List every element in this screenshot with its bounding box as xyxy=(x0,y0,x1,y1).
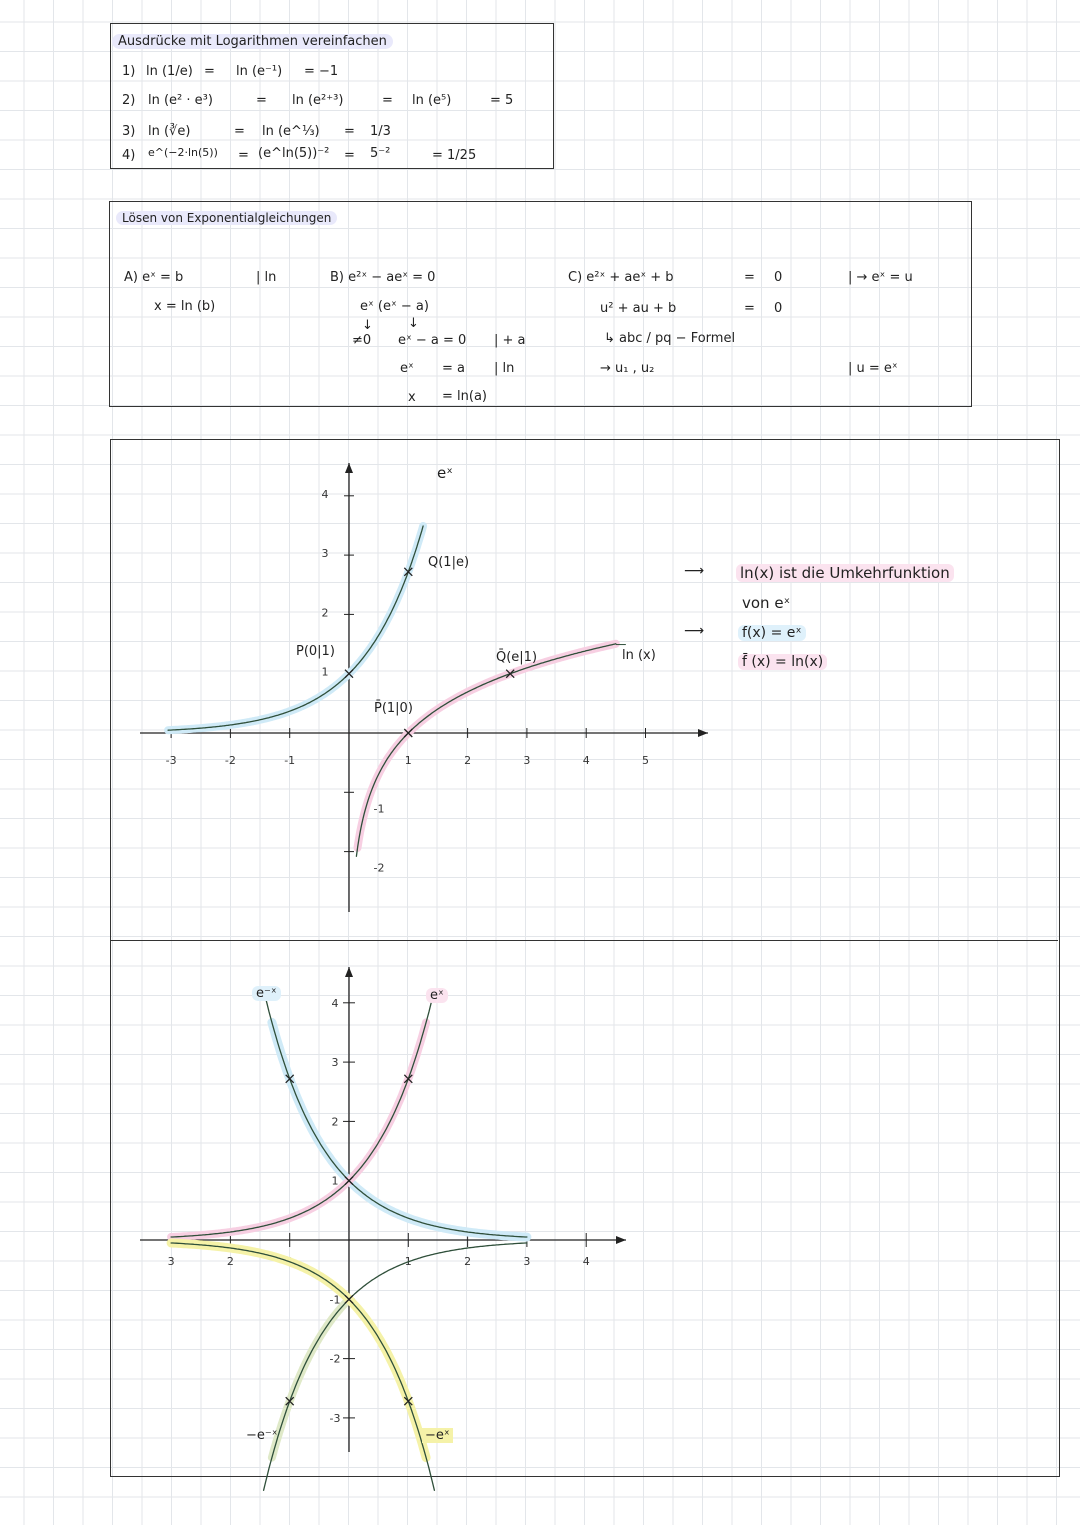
row2-expr: ln (e² · e³) xyxy=(148,93,213,108)
case-a-eq: A) eˣ = b xyxy=(124,270,184,285)
graph1-x-tick-label: -3 xyxy=(165,754,177,767)
graph1-y-tick-label: 2 xyxy=(321,606,329,620)
graph2-x-tick-label: 4 xyxy=(582,1255,590,1268)
graph1-x-tick-label: 4 xyxy=(582,754,590,767)
row3-expr: ln (∛e) xyxy=(148,124,191,139)
graph1-y-tick-label: 4 xyxy=(321,487,329,501)
graph2-y-tick-label: -2 xyxy=(329,1352,341,1366)
arrow-right-icon: ⟶ xyxy=(684,563,705,579)
row1-num: 1) xyxy=(122,64,136,79)
graph1-x-tick-label: -1 xyxy=(284,754,296,767)
row4-eq2: = xyxy=(344,148,355,163)
label-ex-2: eˣ xyxy=(426,988,448,1003)
row2-result: = 5 xyxy=(490,93,514,108)
label-emx: e⁻ˣ xyxy=(252,986,281,1001)
case-c-zero: 0 xyxy=(774,270,783,285)
section1-title: Ausdrücke mit Logarithmen vereinfachen xyxy=(112,34,393,49)
case-c-formula: ↳ abc / pq − Formel xyxy=(604,331,736,346)
graph2-y-arrow-icon xyxy=(345,967,353,977)
row4-eq: = xyxy=(238,148,249,163)
label-mex: −eˣ xyxy=(422,1428,453,1443)
case-a-op: | ln xyxy=(256,270,277,285)
arrow-down-icon: ↓ xyxy=(362,318,373,333)
row4-expr: e^(−2·ln(5)) xyxy=(148,146,218,159)
label-lnx: ln (x) xyxy=(622,648,656,663)
row3-step: ln (e^⅓) xyxy=(262,124,320,139)
row2-eq: = xyxy=(256,93,267,108)
graph1-y-tick-label: 3 xyxy=(321,547,329,561)
row1-step: ln (e⁻¹) xyxy=(236,64,283,79)
graph1-y-tick-label: 1 xyxy=(321,665,329,679)
graph2-x-tick-label: 2 xyxy=(226,1255,234,1268)
note-f: f(x) = eˣ xyxy=(738,625,806,641)
case-b-lhs3: x xyxy=(408,390,416,405)
row4-num: 4) xyxy=(122,148,136,163)
row2-step2: ln (e⁵) xyxy=(412,93,452,108)
label-point-q: Q(1|e) xyxy=(428,555,470,570)
case-c-quad: u² + au + b xyxy=(600,301,677,316)
row3-eq2: = xyxy=(344,124,355,139)
case-b-op2: | ln xyxy=(494,361,515,376)
graph2-x-tick-label: 1 xyxy=(286,1255,294,1268)
row2-num: 2) xyxy=(122,93,136,108)
graph1-y-arrow-icon xyxy=(345,463,353,473)
graph1-x-arrow-icon xyxy=(698,729,708,737)
case-c-eq: C) e²ˣ + aeˣ + b xyxy=(568,270,674,285)
case-b-factor: eˣ (eˣ − a) xyxy=(360,299,429,314)
row2-step: ln (e²⁺³) xyxy=(292,93,344,108)
graph1-y-tick-label: -2 xyxy=(373,861,385,875)
row3-result: 1/3 xyxy=(370,124,391,139)
case-c-backsubst: | u = eˣ xyxy=(848,361,898,376)
graph2-y-tick-label: -1 xyxy=(329,1293,341,1307)
row3-num: 3) xyxy=(122,124,136,139)
graph1-y-tick-label: -1 xyxy=(373,802,385,816)
graph1-x-tick-label: -2 xyxy=(224,754,236,767)
case-c-solutions: → u₁ , u₂ xyxy=(600,361,655,376)
case-b-op1: | + a xyxy=(494,333,526,348)
graph1-x-tick-label: 1 xyxy=(404,754,412,767)
row2-eq2: = xyxy=(382,93,393,108)
label-point-qbar: Q̄(e|1) xyxy=(496,650,538,665)
graph1-x-tick-label: 5 xyxy=(642,754,649,767)
label-point-pbar: P̄(1|0) xyxy=(374,701,413,716)
graph2-x-tick-label: 1 xyxy=(404,1255,412,1268)
graph2-x-arrow-icon xyxy=(616,1236,626,1244)
note-fbar: f̄ (x) = ln(x) xyxy=(738,654,827,670)
graph2-y-tick-label: 2 xyxy=(331,1115,339,1129)
case-c-zero2: 0 xyxy=(774,301,783,316)
graph1-x-tick-label: 2 xyxy=(464,754,472,767)
graph2-y-tick-label: 1 xyxy=(331,1174,339,1188)
graph2-x-tick-label: 2 xyxy=(464,1255,472,1268)
row4-step: (e^ln(5))⁻² xyxy=(258,146,330,161)
arrow-down-icon: ↓ xyxy=(408,316,419,331)
arrow-right-icon: ⟶ xyxy=(684,623,705,639)
case-c-subst: | → eˣ = u xyxy=(848,270,913,285)
label-memx: −e⁻ˣ xyxy=(246,1428,278,1443)
case-c-eqsign2: = xyxy=(744,301,755,316)
case-b-lhs2: eˣ xyxy=(400,361,414,376)
case-b-step1: eˣ − a = 0 xyxy=(398,333,467,348)
case-a-result: x = ln (b) xyxy=(154,299,216,314)
row4-result: = 1/25 xyxy=(432,148,477,163)
ex-highlight xyxy=(168,526,423,730)
case-c-eqsign: = xyxy=(744,270,755,285)
row1-eq: = xyxy=(204,64,215,79)
case-b-nonzero: ≠0 xyxy=(352,333,372,348)
graph2-y-tick-label: -3 xyxy=(329,1411,341,1425)
graph2-y-tick-label: 3 xyxy=(331,1056,339,1070)
note-of: von eˣ xyxy=(742,594,791,612)
graph1-x-tick-label: 3 xyxy=(523,754,531,767)
row1-result: = −1 xyxy=(304,64,339,79)
label-point-p: P(0|1) xyxy=(296,644,335,659)
case-b-rhs2: = a xyxy=(442,361,465,376)
case-b-rhs3: = ln(a) xyxy=(442,389,487,404)
row4-step2: 5⁻² xyxy=(370,146,391,161)
graph2-y-tick-label: 4 xyxy=(331,996,339,1010)
graph2-x-tick-label: 3 xyxy=(523,1255,531,1268)
label-ex: eˣ xyxy=(437,464,453,482)
note-inverse: ln(x) ist die Umkehrfunktion xyxy=(736,564,954,582)
section2-title: Lösen von Exponentialgleichungen xyxy=(116,211,337,225)
mex-highlight xyxy=(171,1243,426,1458)
case-b-eq: B) e²ˣ − aeˣ = 0 xyxy=(330,270,436,285)
memx-highlight xyxy=(272,1299,349,1457)
row3-eq: = xyxy=(234,124,245,139)
graph2-x-tick-label: 3 xyxy=(167,1255,175,1268)
row1-expr: ln (1/e) xyxy=(146,64,193,79)
